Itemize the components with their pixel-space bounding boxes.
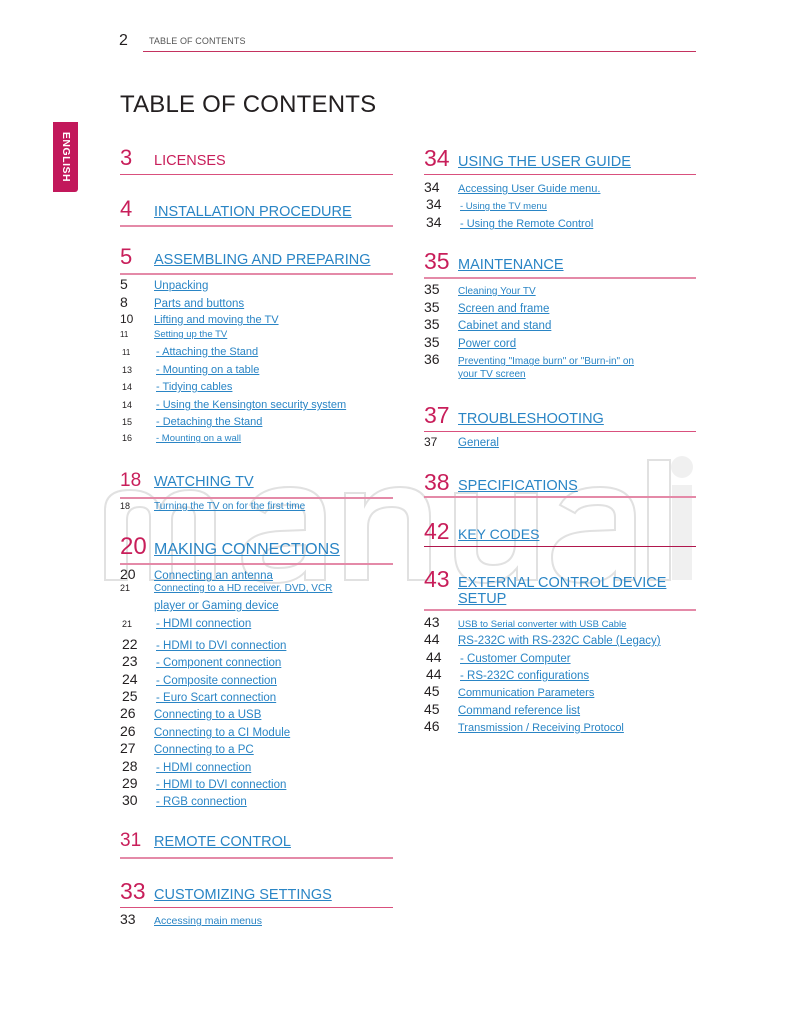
- section-page-number: 38: [424, 469, 450, 495]
- toc-entry[interactable]: [424, 281, 696, 297]
- entry-link[interactable]: - Using the TV menu: [460, 201, 547, 212]
- entry-link[interactable]: - Using the Kensington security system: [156, 399, 347, 411]
- entry-link[interactable]: - Attaching the Stand: [156, 346, 259, 358]
- page-number: 2: [119, 32, 128, 49]
- entry-link[interactable]: Connecting to a HD receiver, DVD, VCR: [154, 583, 333, 594]
- toc-entry[interactable]: [120, 381, 393, 393]
- toc-entry[interactable]: [120, 346, 393, 358]
- section-divider: [424, 609, 696, 611]
- entry-link[interactable]: Setting up the TV: [154, 329, 228, 340]
- entry-page: 46: [424, 718, 440, 734]
- section-link-assembling-and-preparing[interactable]: ASSEMBLING AND PREPARING: [154, 252, 371, 268]
- entry-link[interactable]: - HDMI to DVI connection: [156, 640, 287, 652]
- entry-link[interactable]: Power cord: [458, 338, 517, 350]
- section-link-installation-procedure[interactable]: INSTALLATION PROCEDURE: [154, 204, 352, 220]
- toc-section-assembling-and-preparing: [120, 242, 393, 444]
- section-link-making-connections[interactable]: MAKING CONNECTIONS: [154, 541, 340, 558]
- toc-section-installation-procedure: [120, 194, 393, 224]
- entry-page: 43: [424, 614, 440, 630]
- toc-section-specifications: [424, 467, 696, 497]
- entry-link[interactable]: - HDMI connection: [156, 762, 252, 774]
- toc-entry[interactable]: [120, 723, 393, 739]
- section-divider: [120, 563, 393, 565]
- entry-link[interactable]: Cleaning Your TV: [458, 286, 536, 297]
- toc-entry[interactable]: [120, 740, 393, 756]
- entry-page: 16: [122, 433, 133, 443]
- entry-page: 35: [424, 334, 440, 350]
- toc-entry[interactable]: [120, 618, 393, 630]
- toc-entry[interactable]: [424, 666, 696, 682]
- section-page-number: 31: [120, 830, 142, 851]
- toc-entry[interactable]: [120, 433, 393, 444]
- section-page-number: 35: [424, 248, 450, 274]
- entry-link[interactable]: Communication Parameters: [458, 687, 595, 699]
- section-divider: [424, 277, 696, 279]
- section-divider: [120, 273, 393, 275]
- entry-link[interactable]: - RGB connection: [156, 796, 247, 808]
- toc-entry[interactable]: [424, 334, 696, 350]
- toc-entry[interactable]: [424, 299, 696, 315]
- toc-section-remote-control: [120, 826, 393, 856]
- toc-entry[interactable]: [120, 653, 393, 669]
- toc-entry[interactable]: [424, 435, 696, 449]
- toc-entry[interactable]: [424, 718, 696, 734]
- entry-link[interactable]: Connecting to a CI Module: [154, 727, 291, 739]
- entry-page: 36: [424, 351, 440, 367]
- toc-entry[interactable]: [424, 701, 696, 717]
- entry-page: 21: [120, 583, 131, 593]
- section-divider: [120, 174, 393, 175]
- entry-page: 23: [122, 653, 138, 669]
- toc-entry[interactable]: [120, 705, 393, 721]
- section-divider: [424, 546, 696, 547]
- entry-link[interactable]: - HDMI connection: [156, 618, 252, 630]
- entry-page: 24: [122, 671, 138, 687]
- entry-page: 10: [120, 312, 134, 326]
- toc-entry[interactable]: [120, 911, 393, 927]
- toc-entry[interactable]: [120, 671, 393, 687]
- entry-link[interactable]: USB to Serial converter with USB Cable: [458, 619, 627, 630]
- section-link-using-the-user-guide[interactable]: USING THE USER GUIDE: [458, 154, 631, 170]
- section-link-maintenance[interactable]: MAINTENANCE: [458, 257, 564, 273]
- entry-link[interactable]: Connecting to a PC: [154, 744, 254, 756]
- section-page-number: 42: [424, 518, 450, 544]
- toc-entry[interactable]: [424, 351, 696, 367]
- header-divider: [143, 51, 696, 52]
- entry-page: 29: [122, 775, 138, 791]
- language-tab: [53, 122, 78, 192]
- toc-entry[interactable]: [424, 316, 696, 332]
- toc-entry[interactable]: [424, 214, 696, 230]
- entry-page: 18: [120, 501, 131, 511]
- toc-section-customizing-settings: [120, 876, 393, 927]
- entry-link[interactable]: Turning the TV on for the first time: [154, 501, 306, 512]
- entry-link[interactable]: Accessing User Guide menu.: [458, 183, 601, 195]
- section-link-customizing-settings[interactable]: CUSTOMIZING SETTINGS: [154, 887, 332, 903]
- toc-entry[interactable]: [120, 294, 393, 310]
- section-link-remote-control[interactable]: REMOTE CONTROL: [154, 834, 291, 850]
- toc-section-making-connections: [120, 532, 393, 808]
- entry-link[interactable]: player or Gaming device: [154, 600, 279, 612]
- entry-page: 30: [122, 792, 138, 808]
- toc-section-watching-tv: [120, 466, 393, 512]
- entry-page: 34: [424, 179, 440, 195]
- entry-page: 33: [120, 911, 136, 927]
- entry-page: 15: [122, 417, 133, 427]
- entry-page: 44: [424, 631, 440, 647]
- section-title-line1: EXTERNAL CONTROL DEVICE: [458, 575, 667, 591]
- entry-link[interactable]: Preventing "Image burn" or "Burn-in" on: [458, 356, 634, 367]
- section-page-number: 37: [424, 402, 450, 428]
- entry-link[interactable]: Command reference list: [458, 705, 581, 717]
- entry-link[interactable]: - Tidying cables: [156, 381, 233, 393]
- entry-page: 34: [426, 214, 442, 230]
- entry-page: 14: [122, 400, 133, 410]
- entry-link[interactable]: - RS-232C configurations: [460, 670, 590, 682]
- entry-link[interactable]: - Euro Scart connection: [156, 692, 277, 704]
- section-link-external-control-device-setup[interactable]: [458, 568, 666, 607]
- toc-entry[interactable]: [424, 196, 696, 212]
- entry-page: 11: [122, 348, 131, 357]
- section-page-number: 18: [120, 470, 142, 491]
- language-tab-label: ENGLISH: [59, 131, 72, 183]
- entry-page: 34: [426, 196, 442, 212]
- section-link-troubleshooting[interactable]: TROUBLESHOOTING: [458, 411, 604, 427]
- section-page-number: 20: [120, 533, 147, 560]
- entry-page: 25: [122, 688, 138, 704]
- entry-link[interactable]: - Customer Computer: [460, 653, 571, 665]
- toc-section-maintenance: [424, 246, 696, 380]
- toc-entry[interactable]: [424, 683, 696, 699]
- entry-page: 26: [120, 705, 136, 721]
- toc-section-key-codes: [424, 516, 696, 546]
- entry-page: 35: [424, 281, 440, 297]
- entry-link[interactable]: - HDMI to DVI connection: [156, 779, 287, 791]
- section-title-line2: SETUP: [458, 591, 507, 607]
- entry-link[interactable]: Accessing main menus: [154, 915, 262, 927]
- entry-link[interactable]: - Composite connection: [156, 675, 277, 687]
- entry-page: 35: [424, 316, 440, 332]
- toc-entry[interactable]: [120, 583, 393, 594]
- toc-entry[interactable]: [120, 329, 393, 340]
- entry-link[interactable]: your TV screen: [458, 369, 526, 380]
- section-page-number: 4: [120, 196, 133, 221]
- section-divider: [120, 225, 393, 227]
- entry-page: 20: [120, 566, 136, 582]
- entry-link[interactable]: Parts and buttons: [154, 298, 245, 310]
- toc-entry[interactable]: [120, 501, 393, 512]
- section-divider: [120, 497, 393, 499]
- entry-page: 13: [122, 365, 133, 375]
- toc-entry[interactable]: [120, 636, 393, 652]
- section-divider: [424, 431, 696, 432]
- section-divider: [120, 857, 393, 859]
- entry-page: 8: [120, 294, 128, 310]
- toc-section-external-control-device-setup: [424, 564, 696, 734]
- running-title: TABLE OF CONTENTS: [149, 36, 246, 46]
- toc-entry[interactable]: [424, 369, 696, 380]
- entry-link[interactable]: - Component connection: [156, 657, 282, 669]
- section-link-specifications[interactable]: SPECIFICATIONS: [458, 478, 578, 494]
- entry-link[interactable]: - Mounting on a wall: [156, 433, 242, 444]
- entry-page: 37: [424, 435, 438, 449]
- entry-link[interactable]: Transmission / Receiving Protocol: [458, 722, 624, 734]
- entry-page: 11: [120, 330, 129, 339]
- entry-page: 14: [122, 382, 133, 392]
- section-divider: [120, 907, 393, 908]
- entry-link[interactable]: - Mounting on a table: [156, 364, 260, 376]
- entry-page: 22: [122, 636, 138, 652]
- toc-entry[interactable]: [120, 792, 393, 808]
- toc-entry[interactable]: [120, 399, 393, 411]
- toc-entry[interactable]: [120, 566, 393, 582]
- section-page-number: 5: [120, 244, 133, 269]
- toc-entry[interactable]: [120, 600, 393, 612]
- section-link-key-codes[interactable]: KEY CODES: [458, 526, 540, 542]
- entry-page: 21: [122, 619, 133, 629]
- toc-entry[interactable]: [120, 416, 393, 428]
- entry-link[interactable]: Connecting an antenna: [154, 570, 273, 582]
- section-page-number: 33: [120, 878, 146, 904]
- toc-entry[interactable]: [120, 276, 393, 292]
- entry-page: 28: [122, 758, 138, 774]
- toc-entry[interactable]: [120, 688, 393, 704]
- entry-link[interactable]: Screen and frame: [458, 303, 550, 315]
- toc-entry[interactable]: [424, 614, 696, 630]
- entry-link[interactable]: - Using the Remote Control: [460, 218, 594, 230]
- entry-page: 44: [426, 649, 442, 665]
- entry-page: 44: [426, 666, 442, 682]
- entry-page: 26: [120, 723, 136, 739]
- toc-entry[interactable]: [424, 631, 696, 647]
- entry-link[interactable]: - Detaching the Stand: [156, 416, 263, 428]
- section-link-watching-tv[interactable]: WATCHING TV: [154, 474, 254, 490]
- toc-entry[interactable]: [424, 649, 696, 665]
- entry-link[interactable]: Lifting and moving the TV: [154, 314, 279, 326]
- section-title-licenses[interactable]: LICENSES: [154, 153, 226, 169]
- entry-page: 35: [424, 299, 440, 315]
- entry-page: 27: [120, 740, 136, 756]
- entry-link[interactable]: General: [458, 437, 499, 449]
- section-page-number: 43: [424, 566, 450, 592]
- entry-page: 45: [424, 683, 440, 699]
- section-page-number: 34: [424, 145, 450, 171]
- toc-entry[interactable]: [120, 758, 393, 774]
- toc-section-licenses: [120, 143, 393, 173]
- section-divider: [424, 174, 696, 175]
- section-divider: [424, 496, 696, 498]
- entry-page: 45: [424, 701, 440, 717]
- toc-section-using-the-user-guide: [424, 143, 696, 230]
- entry-page: 5: [120, 276, 128, 292]
- entry-link[interactable]: Connecting to a USB: [154, 709, 262, 721]
- entry-link[interactable]: RS-232C with RS-232C Cable (Legacy): [458, 635, 661, 647]
- toc-section-troubleshooting: [424, 400, 696, 449]
- toc-entry[interactable]: [120, 312, 393, 326]
- toc-entry[interactable]: [120, 775, 393, 791]
- entry-link[interactable]: Cabinet and stand: [458, 320, 552, 332]
- entry-link[interactable]: Unpacking: [154, 280, 209, 292]
- toc-entry[interactable]: [120, 364, 393, 376]
- section-page-number: 3: [120, 145, 133, 170]
- page-title: TABLE OF CONTENTS: [120, 91, 377, 118]
- toc-entry[interactable]: [424, 179, 696, 195]
